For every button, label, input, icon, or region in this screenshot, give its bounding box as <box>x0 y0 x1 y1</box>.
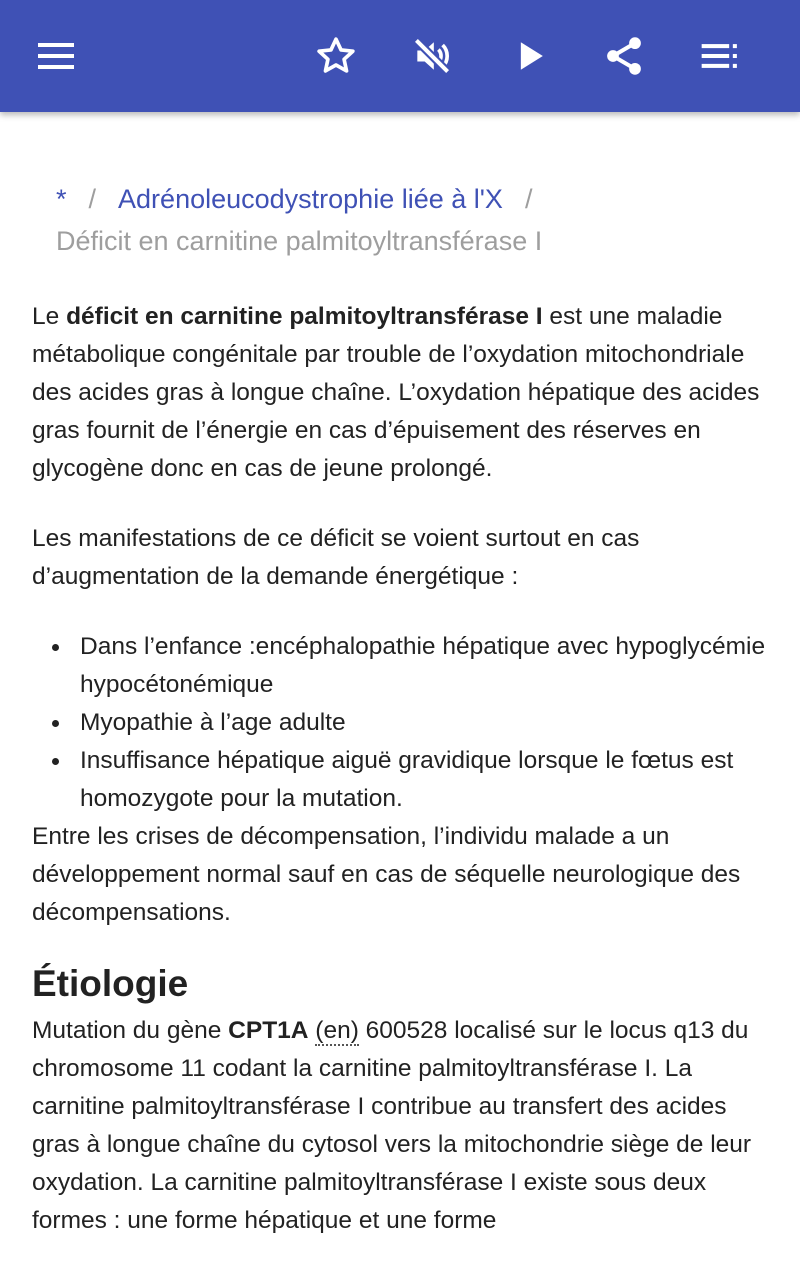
breadcrumb-parent-link[interactable]: Adrénoleucodystrophie liée à l'X <box>118 184 503 214</box>
list-item: Myopathie à l’age adulte <box>32 704 772 742</box>
breadcrumb-separator: / <box>524 184 533 214</box>
language-abbr-link[interactable]: (en) <box>315 1017 359 1044</box>
intro-text-rest: est une maladie métabolique congénitale par trouble de l’oxydation mitochondriale des acides gras à longue chaîne. L’oxydation hépatique des acides gras fournit de l’énergie en cas d’épuisement des réserves en glycogène donc en cas de jeune prolongé. <box>32 303 760 482</box>
menu-icon[interactable] <box>28 28 84 84</box>
symptom-list <box>32 628 772 818</box>
breadcrumb-current: Déficit en carnitine palmitoyltransférase I <box>56 226 543 256</box>
breadcrumb-separator: / <box>88 184 97 214</box>
play-icon[interactable] <box>502 28 558 84</box>
intro-text-start: Le <box>32 303 67 330</box>
article-body <box>32 298 772 1240</box>
star-icon[interactable] <box>308 28 364 84</box>
section-heading-etiology: Étiologie <box>32 963 189 1004</box>
etiology-text-start: Mutation du gène <box>32 1017 229 1044</box>
between-paragraph: Entre les crises de décompensation, l’individu malade a un développement normal sauf en cas de séquelle neurologique des décompensations. <box>32 823 741 926</box>
app-toolbar <box>0 0 800 112</box>
intro-paragraph <box>32 298 772 488</box>
gene-name: CPT1A <box>228 1017 309 1044</box>
breadcrumb <box>56 178 756 262</box>
breadcrumb-home-link[interactable]: * <box>56 184 67 214</box>
list-icon[interactable] <box>692 28 748 84</box>
share-icon[interactable] <box>596 28 652 84</box>
article-content <box>0 112 800 1280</box>
list-item: Dans l’enfance :encéphalopathie hépatique avec hypoglycémie hypocétonémique <box>32 628 772 704</box>
volume-off-icon[interactable] <box>404 28 460 84</box>
list-item: Insuffisance hépatique aiguë gravidique lorsque le fœtus est homozygote pour la mutation. <box>32 742 772 818</box>
intro-bold-term: déficit en carnitine palmitoyltransférase I <box>66 303 543 330</box>
etiology-text-rest: 600528 localisé sur le locus q13 du chromosome 11 codant la carnitine palmitoyltransférase I. La carnitine palmitoyltransférase I contribue au transfert des acides gras à longue chaîne du cytosol vers la mitochondrie siège de leur oxydation. La carnitine palmitoyltransférase I existe sous deux formes : une forme hépatique et une forme <box>32 1017 752 1234</box>
etiology-paragraph <box>32 1012 772 1240</box>
manifestations-paragraph: Les manifestations de ce déficit se voient surtout en cas d’augmentation de la demande énergétique : <box>32 525 640 590</box>
